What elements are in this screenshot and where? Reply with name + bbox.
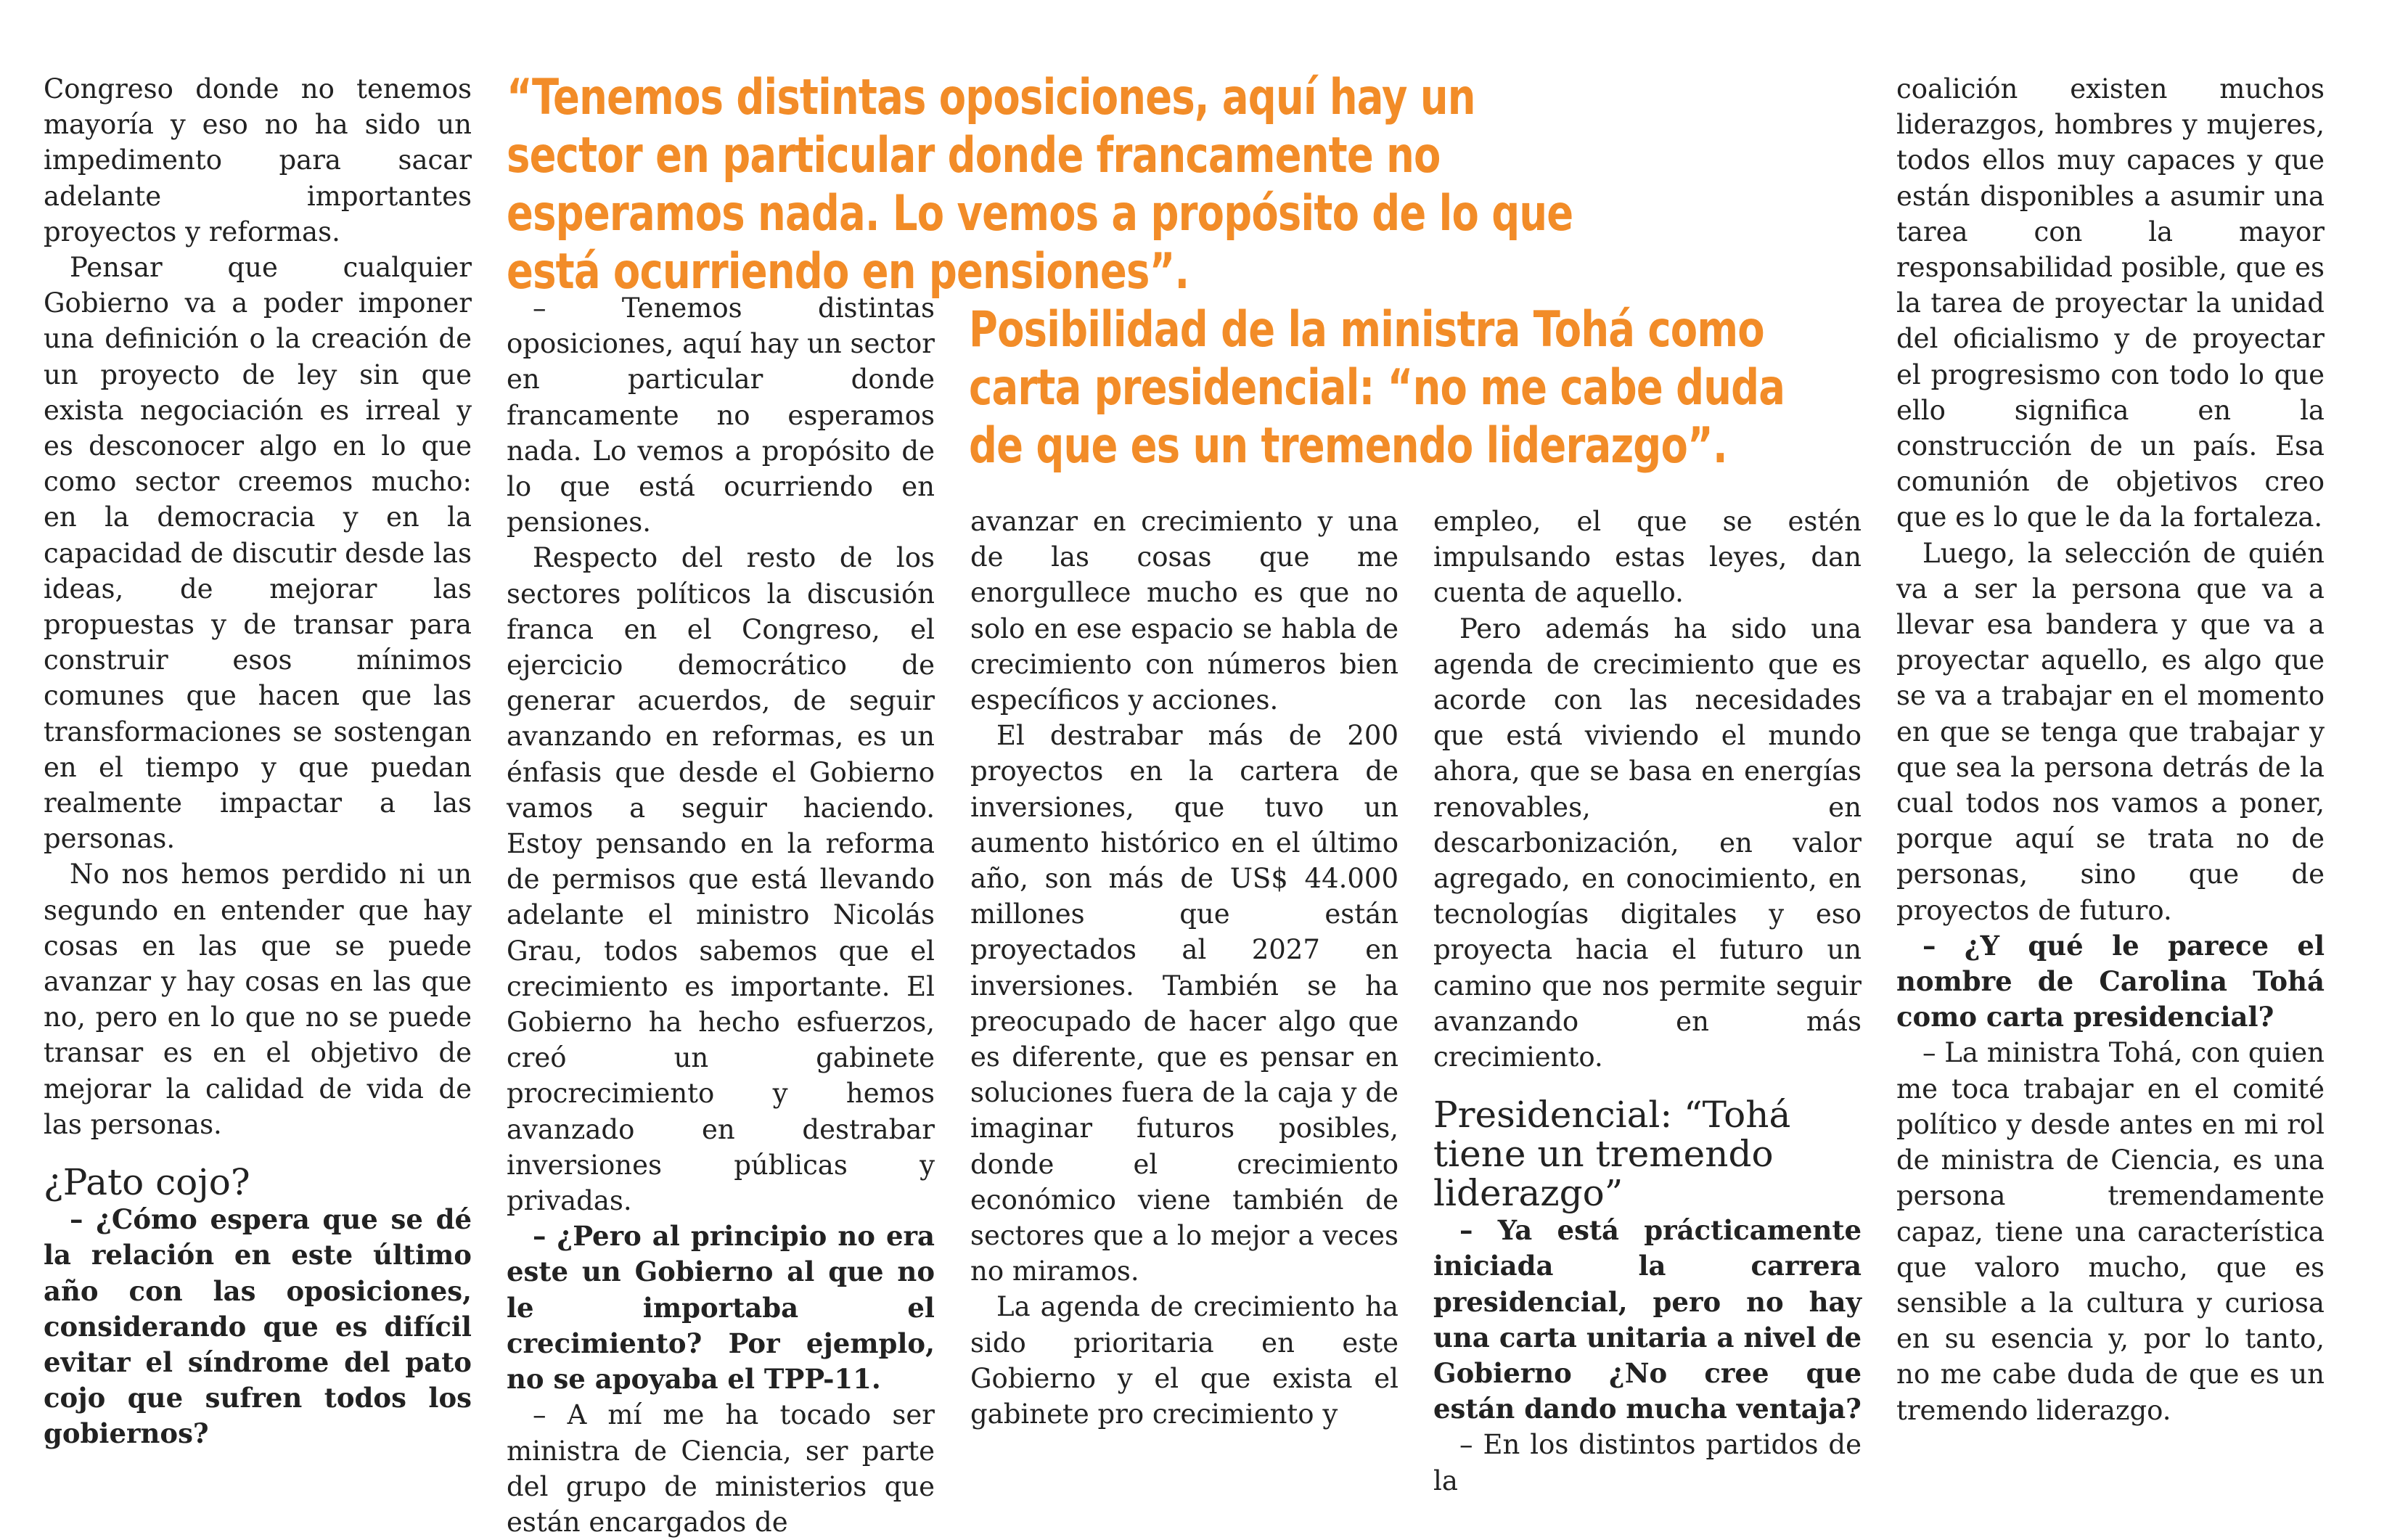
column-1: [44, 71, 472, 1452]
column-3: [970, 504, 1398, 1432]
paragraph: Congreso donde no tenemos mayoría y eso no ha sido un impedimento para sacar adelante importantes proyectos y reformas.: [44, 73, 472, 247]
paragraph: empleo, el que se estén impulsando estas leyes, dan cuenta de aquello.: [1433, 506, 1862, 609]
paragraph: Pero además ha sido una agenda de crecimiento que es acorde con las necesidades que está viviendo el mundo ahora, que se basa en energías renovables, en descarbonización, en valor agregado, en conocimiento, en tecnologías digitales y eso proyecta hacia el futuro un camino que nos permite seguir avanzando en más crecimiento.: [1433, 613, 1862, 1073]
paragraph: Respecto del resto de los sectores políticos la discusión franca en el Congreso, el ejercicio democrático de generar acuerdos, de seguir avanzando en reformas, es un énfasis que desde el Gobierno vamos a seguir haciendo. Estoy pensando en la reforma de permisos que está llevando adelante el ministro Nicolás Grau, todos sabemos que el crecimiento es importante. El Gobierno ha hecho esfuerzos, creó un gabinete procrecimiento y hemos avanzado en destrabar inversiones públicas y privadas.: [507, 542, 935, 1217]
interview-question: – ¿Y qué le parece el nombre de Carolina Tohá como carta presidencial?: [1896, 929, 2325, 1033]
subhead: Posibilidad de la ministra Tohá como carta presidencial: “no me cabe duda de que es un tremendo liderazgo”.: [969, 301, 1785, 475]
paragraph: Pensar que cualquier Gobierno va a poder imponer una definición o la creación de un proyecto de ley sin que exista negociación es irreal y es desconocer algo en lo que como sector creemos mucho: en la democracia y en la capacidad de discutir desde las ideas, de mejorar las propuestas y de transar para construir esos mínimos comunes que hacen que las transformaciones se sostengan en el tiempo y que puedan realmente impactar a las personas.: [44, 252, 472, 855]
paragraph: El destrabar más de 200 proyectos en la cartera de inversiones, que tuvo un aumento histórico en el último año, son más de US$ 44.000 millones que están proyectados al 2027 en inversiones. También se ha preocupado de hacer algo que es diferente, que es pensar en soluciones fuera de la caja y de imaginar futuros posibles, donde el crecimiento económico viene también de sectores que a lo mejor a veces no miramos.: [970, 720, 1398, 1287]
column-2: [507, 290, 935, 1540]
paragraph: No nos hemos perdido ni un segundo en entender que hay cosas en las que se puede avanzar y hay cosas en las que no, pero en lo que no se puede transar es en el objetivo de mejorar la calidad de vida de las personas.: [44, 859, 472, 1140]
paragraph: La agenda de crecimiento ha sido prioritaria en este Gobierno y el que exista el gabinete pro crecimiento y: [970, 1291, 1398, 1430]
column-5: [1896, 71, 2325, 1428]
interview-question: – ¿Pero al principio no era este un Gobierno al que no le importaba el crecimiento? Por ejemplo, no se apoyaba el TPP-11.: [507, 1220, 935, 1396]
section-heading: Presidencial: “Tohá tiene un tremendo liderazgo”: [1433, 1094, 1791, 1215]
interview-question: – ¿Cómo espera que se dé la relación en este último año con las oposiciones, considerando que es difícil evitar el síndrome del pato cojo que sufren todos los gobiernos?: [44, 1203, 472, 1450]
interview-question: – Ya está prácticamente iniciada la carrera presidencial, pero no hay una carta unitaria a nivel de Gobierno ¿No cree que están dando mucha ventaja?: [1433, 1214, 1862, 1425]
paragraph: coalición existen muchos liderazgos, hombres y mujeres, todos ellos muy capaces y que están disponibles a asumir una tarea con la mayor responsabilidad posible, que es la tarea de proyectar la unidad del oficialismo y de proyectar el progresismo con todo lo que ello significa en la construcción de un país. Esa comunión de objetivos creo que es lo que le da la fortaleza.: [1896, 73, 2325, 533]
paragraph: – En los distintos partidos de la: [1433, 1429, 1862, 1496]
column-4: [1433, 504, 1862, 1499]
paragraph: avanzar en crecimiento y una de las cosas que me enorgullece mucho es que no solo en ese espacio se habla de crecimiento con números bien específicos y acciones.: [970, 506, 1398, 716]
section-heading: ¿Pato cojo?: [44, 1161, 250, 1204]
pull-quote: “Tenemos distintas oposiciones, aquí hay un sector en particular donde francamente no esperamos nada. Lo vemos a propósito de lo que está ocurriendo en pensiones”.: [507, 69, 1573, 300]
paragraph: – Tenemos distintas oposiciones, aquí hay un sector en particular donde francamente no esperamos nada. Lo vemos a propósito de lo que está ocurriendo en pensiones.: [507, 292, 935, 538]
paragraph: – A mí me ha tocado ser ministra de Ciencia, ser parte del grupo de ministerios que están encargados de: [507, 1399, 935, 1538]
paragraph: Luego, la selección de quién va a ser la persona que va a llevar esa bandera y que va a proyectar aquello, es algo que se va a trabajar en el momento en que se tenga que trabajar y que sea la persona detrás de la cual todos nos vamos a poner, porque aquí se trata no de personas, sino que de proyectos de futuro.: [1896, 537, 2325, 926]
paragraph: – La ministra Tohá, con quien me toca trabajar en el comité político y desde antes en mi rol de ministra de Ciencia, es una persona tremendamente capaz, tiene una característica que valoro mucho, que es sensible a la cultura y curiosa en su esencia y, por lo tanto, no me cabe duda de que es un tremendo liderazgo.: [1896, 1037, 2325, 1426]
